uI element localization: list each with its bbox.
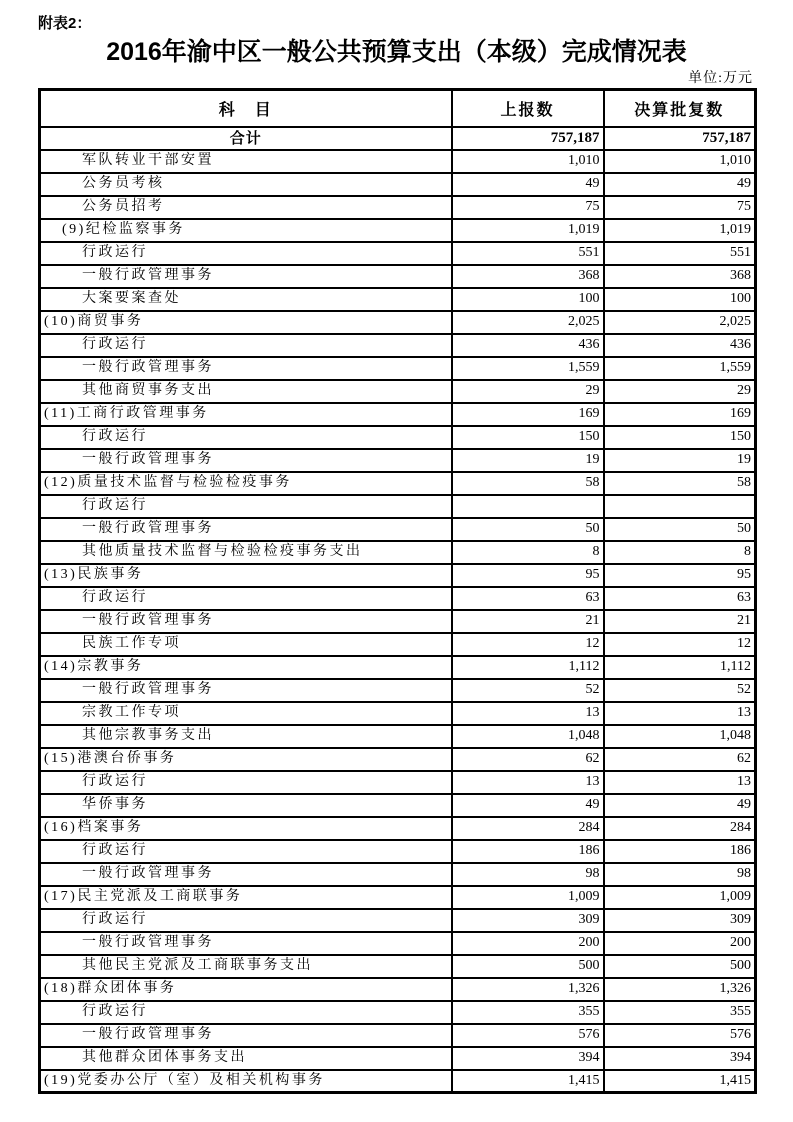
reported-cell: 19 [452,449,604,472]
reported-cell: 1,009 [452,886,604,909]
subject-cell: 行政运行 [40,495,452,518]
subject-cell: 行政运行 [40,242,452,265]
approved-cell: 284 [604,817,756,840]
table-row [40,978,756,1001]
table-row [40,403,756,426]
table-row [40,725,756,748]
table-row [40,357,756,380]
approved-cell: 1,019 [604,219,756,242]
reported-cell: 576 [452,1024,604,1047]
unit-label: 单位:万元 [688,71,753,86]
approved-cell: 95 [604,564,756,587]
reported-cell: 551 [452,242,604,265]
reported-cell: 12 [452,633,604,656]
table-row [40,679,756,702]
subject-cell: 其他民主党派及工商联事务支出 [40,955,452,978]
reported-cell: 1,326 [452,978,604,1001]
table-row [40,656,756,679]
subject-cell: (13)民族事务 [40,564,452,587]
approved-cell: 1,559 [604,357,756,380]
subject-cell: 行政运行 [40,1001,452,1024]
reported-cell: 757,187 [452,127,604,150]
subject-cell: 行政运行 [40,771,452,794]
approved-cell: 98 [604,863,756,886]
reported-cell: 95 [452,564,604,587]
reported-cell: 394 [452,1047,604,1070]
reported-cell: 29 [452,380,604,403]
subject-cell: 一般行政管理事务 [40,518,452,541]
approved-cell: 75 [604,196,756,219]
reported-cell: 49 [452,794,604,817]
reported-cell: 1,559 [452,357,604,380]
table-row [40,748,756,771]
col-header-subject: 科 目 [40,90,452,127]
table-row [40,610,756,633]
table-row [40,1024,756,1047]
subject-cell: (17)民主党派及工商联事务 [40,886,452,909]
approved-cell: 2,025 [604,311,756,334]
col-header-approved: 决算批复数 [604,90,756,127]
subject-cell: (10)商贸事务 [40,311,452,334]
table-row [40,311,756,334]
subject-cell: 军队转业干部安置 [40,150,452,173]
approved-cell: 12 [604,633,756,656]
reported-cell: 355 [452,1001,604,1024]
reported-cell: 2,025 [452,311,604,334]
subject-cell: 其他宗教事务支出 [40,725,452,748]
approved-cell: 1,326 [604,978,756,1001]
reported-cell: 75 [452,196,604,219]
table-row [40,449,756,472]
col-header-reported: 上报数 [452,90,604,127]
subject-cell: 公务员招考 [40,196,452,219]
table-row [40,173,756,196]
approved-cell: 52 [604,679,756,702]
reported-cell: 98 [452,863,604,886]
approved-cell: 309 [604,909,756,932]
approved-cell: 576 [604,1024,756,1047]
approved-cell: 100 [604,288,756,311]
annex-label: 附表2： [38,15,92,32]
approved-cell: 169 [604,403,756,426]
reported-cell: 150 [452,426,604,449]
table-row [40,794,756,817]
table-body [40,127,756,1093]
subject-cell: 大案要案查处 [40,288,452,311]
table-row [40,196,756,219]
approved-cell: 150 [604,426,756,449]
subject-cell: 行政运行 [40,587,452,610]
subject-cell: (19)党委办公厅（室）及相关机构事务 [40,1070,452,1093]
table-row [40,150,756,173]
reported-cell: 52 [452,679,604,702]
subject-cell: 其他商贸事务支出 [40,380,452,403]
table-row [40,840,756,863]
table-row [40,955,756,978]
subject-cell: (14)宗教事务 [40,656,452,679]
subject-cell: 宗教工作专项 [40,702,452,725]
reported-cell: 21 [452,610,604,633]
approved-cell: 29 [604,380,756,403]
subject-cell: 一般行政管理事务 [40,1024,452,1047]
approved-cell: 62 [604,748,756,771]
subject-cell: 民族工作专项 [40,633,452,656]
approved-cell: 368 [604,265,756,288]
table-row [40,265,756,288]
subject-cell: 一般行政管理事务 [40,357,452,380]
approved-cell: 8 [604,541,756,564]
approved-cell: 186 [604,840,756,863]
approved-cell: 19 [604,449,756,472]
reported-cell: 63 [452,587,604,610]
subject-cell: 一般行政管理事务 [40,679,452,702]
table-row [40,334,756,357]
table-row [40,817,756,840]
subject-cell: (9)纪检监察事务 [40,219,452,242]
subject-cell: 行政运行 [40,426,452,449]
subject-cell: 其他群众团体事务支出 [40,1047,452,1070]
table-row [40,242,756,265]
approved-cell: 21 [604,610,756,633]
approved-cell: 200 [604,932,756,955]
table-row [40,495,756,518]
approved-cell: 394 [604,1047,756,1070]
approved-cell: 551 [604,242,756,265]
subject-cell: 合计 [40,127,452,150]
reported-cell: 186 [452,840,604,863]
table-row [40,564,756,587]
header-row [40,90,756,127]
table-row [40,1070,756,1093]
subject-cell: (11)工商行政管理事务 [40,403,452,426]
approved-cell: 13 [604,702,756,725]
subject-cell: 行政运行 [40,909,452,932]
reported-cell: 368 [452,265,604,288]
reported-cell: 169 [452,403,604,426]
approved-cell: 757,187 [604,127,756,150]
approved-cell: 49 [604,794,756,817]
table-row [40,633,756,656]
subject-cell: 公务员考核 [40,173,452,196]
subject-cell: 一般行政管理事务 [40,265,452,288]
reported-cell: 309 [452,909,604,932]
subject-cell: 其他质量技术监督与检验检疫事务支出 [40,541,452,564]
reported-cell: 500 [452,955,604,978]
subject-cell: (15)港澳台侨事务 [40,748,452,771]
table-row [40,863,756,886]
subject-cell: 一般行政管理事务 [40,449,452,472]
table-row [40,380,756,403]
reported-cell: 1,019 [452,219,604,242]
approved-cell: 436 [604,334,756,357]
subject-cell: 行政运行 [40,840,452,863]
table-row [40,886,756,909]
approved-cell: 58 [604,472,756,495]
approved-cell [604,495,756,518]
reported-cell: 58 [452,472,604,495]
table-row [40,472,756,495]
reported-cell: 62 [452,748,604,771]
table-row [40,771,756,794]
subject-cell: 华侨事务 [40,794,452,817]
budget-table [38,88,757,1094]
table-row [40,702,756,725]
subject-cell: 一般行政管理事务 [40,610,452,633]
table-row [40,127,756,150]
subject-cell: 一般行政管理事务 [40,863,452,886]
subject-cell: (16)档案事务 [40,817,452,840]
table-row [40,1047,756,1070]
table-row [40,219,756,242]
table-row [40,932,756,955]
approved-cell: 1,009 [604,886,756,909]
subject-cell: 一般行政管理事务 [40,932,452,955]
table-row [40,426,756,449]
reported-cell: 1,010 [452,150,604,173]
table-header [40,90,756,127]
subject-cell: (12)质量技术监督与检验检疫事务 [40,472,452,495]
approved-cell: 1,048 [604,725,756,748]
reported-cell: 50 [452,518,604,541]
reported-cell: 1,048 [452,725,604,748]
reported-cell: 1,112 [452,656,604,679]
table-row [40,1001,756,1024]
reported-cell: 436 [452,334,604,357]
subject-cell: (18)群众团体事务 [40,978,452,1001]
reported-cell [452,495,604,518]
reported-cell: 49 [452,173,604,196]
approved-cell: 50 [604,518,756,541]
reported-cell: 13 [452,771,604,794]
reported-cell: 200 [452,932,604,955]
approved-cell: 500 [604,955,756,978]
table-row [40,288,756,311]
page-title: 2016年渝中区一般公共预算支出（本级）完成情况表 [106,38,687,66]
approved-cell: 63 [604,587,756,610]
reported-cell: 100 [452,288,604,311]
subject-cell: 行政运行 [40,334,452,357]
reported-cell: 1,415 [452,1070,604,1093]
approved-cell: 1,112 [604,656,756,679]
approved-cell: 13 [604,771,756,794]
table-row [40,909,756,932]
reported-cell: 8 [452,541,604,564]
approved-cell: 1,010 [604,150,756,173]
approved-cell: 1,415 [604,1070,756,1093]
approved-cell: 355 [604,1001,756,1024]
table-row [40,587,756,610]
reported-cell: 13 [452,702,604,725]
table-row [40,541,756,564]
table-row [40,518,756,541]
reported-cell: 284 [452,817,604,840]
approved-cell: 49 [604,173,756,196]
